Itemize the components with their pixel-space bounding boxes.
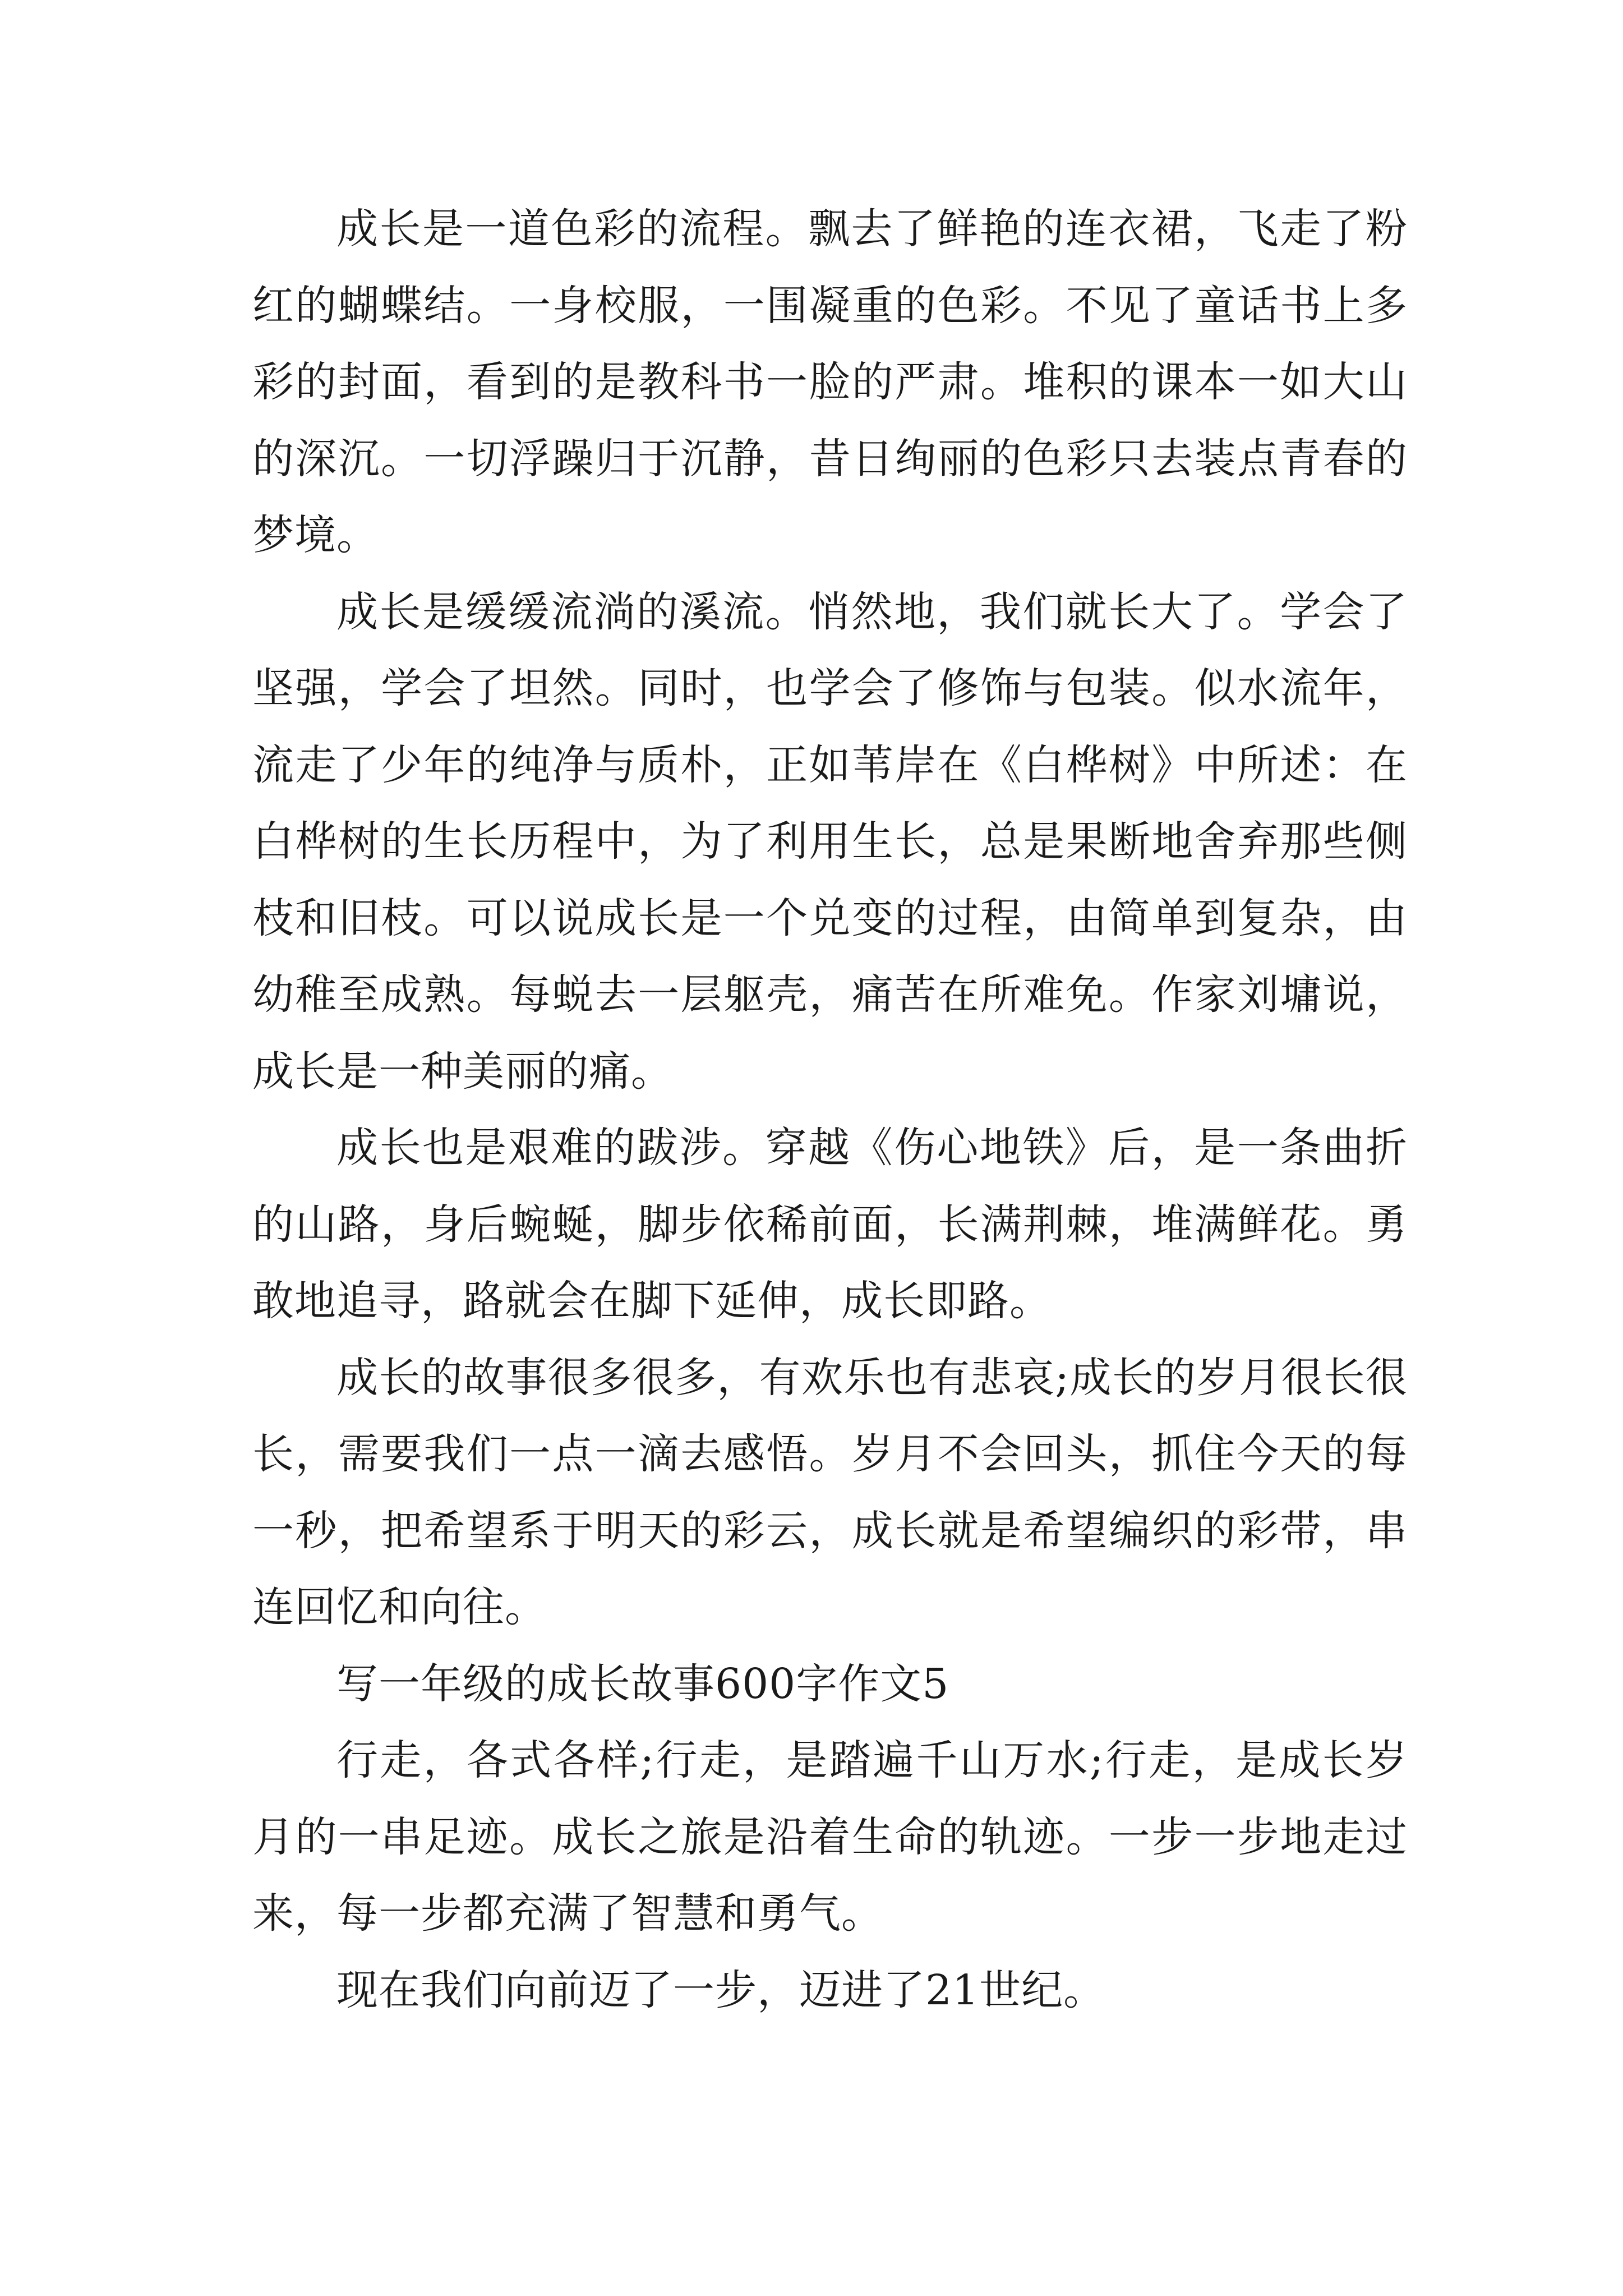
paragraph-walking: 行走，各式各样;行走，是踏遍千山万水;行走，是成长岁月的一串足迹。成长之旅是沿着生命的轨迹。一步一步地走过来，每一步都充满了智慧和勇气。: [252, 1736, 1408, 1938]
paragraph-stories: 成长的故事很多很多，有欢乐也有悲哀;成长的岁月很长很长，需要我们一点一滴去感悟。岁月不会回头，抓住今天的每一秒，把希望系于明天的彩云，成长就是希望编织的彩带，串连回忆和向往。: [252, 1353, 1408, 1631]
paragraph-21st-century: 现在我们向前迈了一步，迈进了21世纪。: [336, 1966, 1106, 2014]
paragraph-color-process: 成长是一道色彩的流程。飘去了鲜艳的连衣裙，飞走了粉红的蝴蝶结。一身校服，一围凝重的色彩。不见了童话书上多彩的封面，看到的是教科书一脸的严肃。堆积的课本一如大山的深沉。一切浮躁归于沉静，昔日绚丽的色彩只去装点青春的梦境。: [252, 205, 1408, 559]
document-body: [252, 191, 1408, 2028]
paragraph-stream: 成长是缓缓流淌的溪流。悄然地，我们就长大了。学会了坚强，学会了坦然。同时，也学会了修饰与包装。似水流年，流走了少年的纯净与质朴，正如苇岸在《白桦树》中所述：在白桦树的生长历程中，为了利用生长，总是果断地舍弃那些侧枝和旧枝。可以说成长是一个兑变的过程，由简单到复杂，由幼稚至成熟。每蜕去一层躯壳，痛苦在所难免。作家刘墉说，成长是一种美丽的痛。: [252, 587, 1408, 1096]
section-heading: 写一年级的成长故事600字作文5: [336, 1659, 949, 1708]
paragraph-journey: 成长也是艰难的跋涉。穿越《伤心地铁》后，是一条曲折的山路，身后蜿蜒，脚步依稀前面，长满荆棘，堆满鲜花。勇敢地追寻，路就会在脚下延伸，成长即路。: [252, 1124, 1408, 1325]
